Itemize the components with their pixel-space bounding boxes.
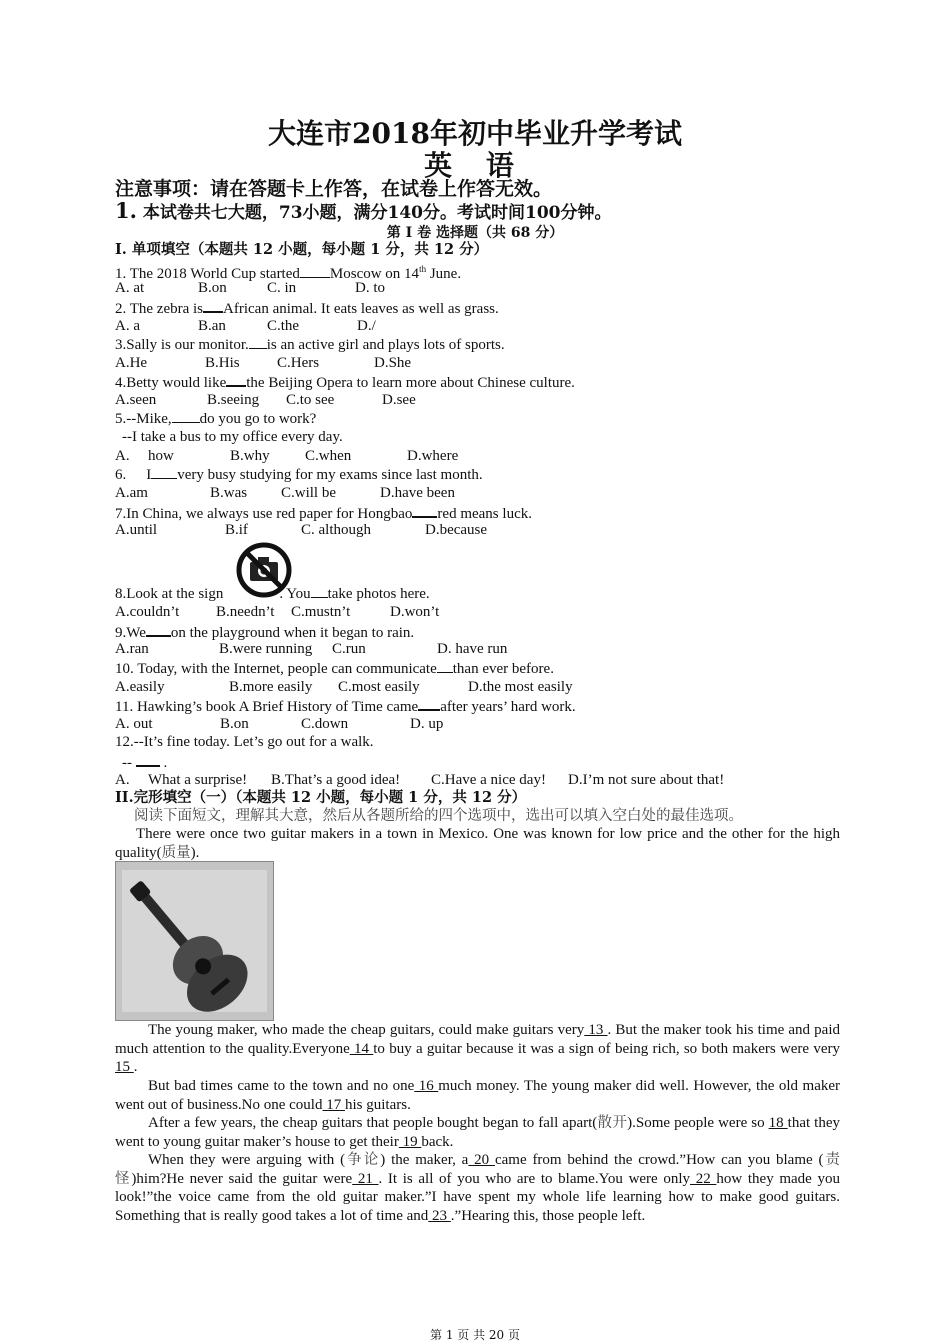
q8-stem: 8.Look at the sign . You take photos here. — [115, 586, 430, 602]
page-title: 大连市2018年初中毕业升学考试 — [268, 117, 682, 150]
option-d[interactable]: D.I’m not sure about that! — [568, 772, 725, 788]
option-d[interactable]: D.She — [374, 355, 412, 371]
blank-23[interactable]: 23 — [428, 1207, 451, 1224]
q5-stem: 5.--Mike, do you go to work? — [115, 411, 317, 427]
q11-stem: 11. Hawking’s book A Brief History of Time came after years’ hard work. — [115, 696, 576, 716]
passage-paragraph-4: When they were arguing with (争论) the maker, a 20 came from behind the crowd.”How can you blame (责怪)him?He never said the guitar were 21 . It is all of you who are to blame.You were only 22 how they made you look!”the voice came from the old guitar maker.”I have spent my whole life learning how to make good guitars. Something that is really good takes a lot of time and 23 .”Hearing this, those people left. — [115, 1152, 841, 1224]
guitar-image — [115, 861, 274, 1021]
option-a[interactable]: A. at — [115, 280, 145, 296]
option-a[interactable]: A.until — [115, 522, 158, 538]
option-a[interactable]: A. — [115, 772, 130, 788]
option-c[interactable]: C.the — [267, 318, 300, 334]
option-d[interactable]: D.see — [382, 392, 416, 408]
passage-paragraph-2: But bad times came to the town and no one 16 much money. The young maker did well. However, the old maker went out of business.No one could 17 his guitars. — [115, 1078, 841, 1113]
option-d[interactable]: D.where — [407, 448, 459, 464]
option-b[interactable]: B.were running — [219, 641, 313, 657]
q4-stem: 4.Betty would like the Beijing Opera to learn more about Chinese culture. — [115, 372, 575, 392]
option-b[interactable]: B.His — [205, 355, 240, 371]
option-b[interactable]: B.on — [220, 716, 249, 732]
option-a[interactable]: A. — [115, 448, 130, 464]
option-c[interactable]: C.run — [332, 641, 366, 657]
option-c[interactable]: C.will be — [281, 485, 336, 501]
blank-19[interactable]: 19 — [398, 1133, 422, 1150]
option-b[interactable]: B.on — [198, 280, 227, 296]
q3-stem: 3.Sally is our monitor. is an active girl and plays lots of sports. — [115, 337, 505, 353]
option-c[interactable]: C.when — [305, 448, 352, 464]
q7-stem: 7.In China, we always use red paper for Hongbao red means luck. — [115, 503, 532, 523]
option-a-text[interactable]: What a surprise! — [148, 772, 248, 788]
notice-line: 注意事项：请在答题卡上作答，在试卷上作答无效。 — [115, 178, 553, 200]
q9-stem: 9.We on the playground when it began to rain. — [115, 622, 414, 642]
q5-reply: --I take a bus to my office every day. — [122, 429, 343, 445]
blank-17[interactable]: 17 — [322, 1096, 345, 1113]
option-a[interactable]: A.He — [115, 355, 148, 371]
section1-heading: I. 单项填空（本题共 12 小题，每小题 1 分，共 12 分） — [115, 241, 489, 258]
option-d[interactable]: D.have been — [380, 485, 455, 501]
option-a[interactable]: A. out — [115, 716, 153, 732]
option-a[interactable]: A.ran — [115, 641, 149, 657]
option-a[interactable]: A. a — [115, 318, 140, 334]
option-b[interactable]: B.more easily — [229, 679, 313, 695]
option-a[interactable]: A.seen — [115, 392, 157, 408]
option-b[interactable]: B.needn’t — [216, 604, 275, 620]
option-a[interactable]: A.couldn’t — [115, 604, 180, 620]
option-b[interactable]: B.That’s a good idea! — [271, 772, 401, 788]
section2-heading: II.完形填空（一）（本题共 12 小题，每小题 1 分，共 12 分） — [115, 789, 527, 806]
option-b[interactable]: B.an — [198, 318, 226, 334]
option-c[interactable]: C.Hers — [277, 355, 320, 371]
subject-title: 英 语 — [424, 149, 526, 182]
option-d[interactable]: D.because — [425, 522, 488, 538]
option-a[interactable]: A.am — [115, 485, 148, 501]
option-d[interactable]: D.won’t — [390, 604, 440, 620]
passage-paragraph-3: After a few years, the cheap guitars that people bought began to fall apart(散开).Some people were so 18 that they went to young guitar maker’s house to get their 19 back. — [115, 1115, 841, 1150]
blank-15[interactable]: 15 — [115, 1059, 134, 1075]
option-c[interactable]: C.to see — [286, 392, 335, 408]
blank-13[interactable]: 13 — [584, 1022, 608, 1038]
option-d[interactable]: D./ — [357, 318, 376, 334]
q12-reply: -- . — [122, 752, 167, 772]
blank-20[interactable]: 20 — [468, 1152, 495, 1168]
option-b[interactable]: B.if — [225, 522, 248, 538]
option-d[interactable]: D. up — [410, 716, 444, 732]
option-b[interactable]: B.seeing — [207, 392, 260, 408]
q1-stem: 1. The 2018 World Cup started Moscow on 14th June. — [115, 264, 462, 282]
page-footer: 第 1 页 共 20 页 — [430, 1328, 520, 1342]
option-b[interactable]: B.why — [230, 448, 270, 464]
blank-21[interactable]: 21 — [352, 1170, 379, 1187]
q2-stem: 2. The zebra is African animal. It eats leaves as well as grass. — [115, 298, 499, 318]
q10-stem: 10. Today, with the Internet, people can communicate than ever before. — [115, 661, 554, 677]
blank-14[interactable]: 14 — [349, 1040, 374, 1057]
q6-stem: 6. I very busy studying for my exams since last month. — [115, 467, 483, 483]
section2-instruction: 阅读下面短文，理解其大意，然后从各题所给的四个选项中，选出可以填入空白处的最佳选项。 — [134, 808, 743, 824]
option-c[interactable]: C. in — [267, 280, 297, 296]
option-c[interactable]: C. although — [301, 522, 371, 538]
blank-16[interactable]: 16 — [414, 1078, 439, 1094]
option-d[interactable]: D.the most easily — [468, 679, 573, 695]
option-c[interactable]: C.most easily — [338, 679, 420, 695]
passage-intro: There were once two guitar makers in a town in Mexico. One was known for low price and the other for the high quality(质量). — [115, 826, 840, 861]
part-heading: 第 I 卷 选择题（共 68 分） — [386, 225, 564, 241]
option-d[interactable]: D. have run — [437, 641, 508, 657]
passage-paragraph-1: The young maker, who made the cheap guitars, could make guitars very 13 . But the maker took his time and paid much attention to the quality.Everyone 14 to buy a guitar because it was a sign of being rich, so both makers were very 15 . — [115, 1022, 840, 1075]
option-d[interactable]: D. to — [355, 280, 385, 296]
option-c[interactable]: C.down — [301, 716, 349, 732]
option-c[interactable]: C.Have a nice day! — [431, 772, 546, 788]
option-a-text[interactable]: how — [148, 448, 174, 464]
option-a[interactable]: A.easily — [115, 679, 165, 695]
rule-line: 1. 本试卷共七大题，73小题，满分140分。考试时间100分钟。 — [115, 198, 612, 223]
option-c[interactable]: C.mustn’t — [291, 604, 351, 620]
option-b[interactable]: B.was — [210, 485, 248, 501]
blank-22[interactable]: 22 — [690, 1170, 717, 1187]
blank-18[interactable]: 18 — [768, 1115, 788, 1131]
q12-stem: 12.--It’s fine today. Let’s go out for a walk. — [115, 734, 374, 750]
